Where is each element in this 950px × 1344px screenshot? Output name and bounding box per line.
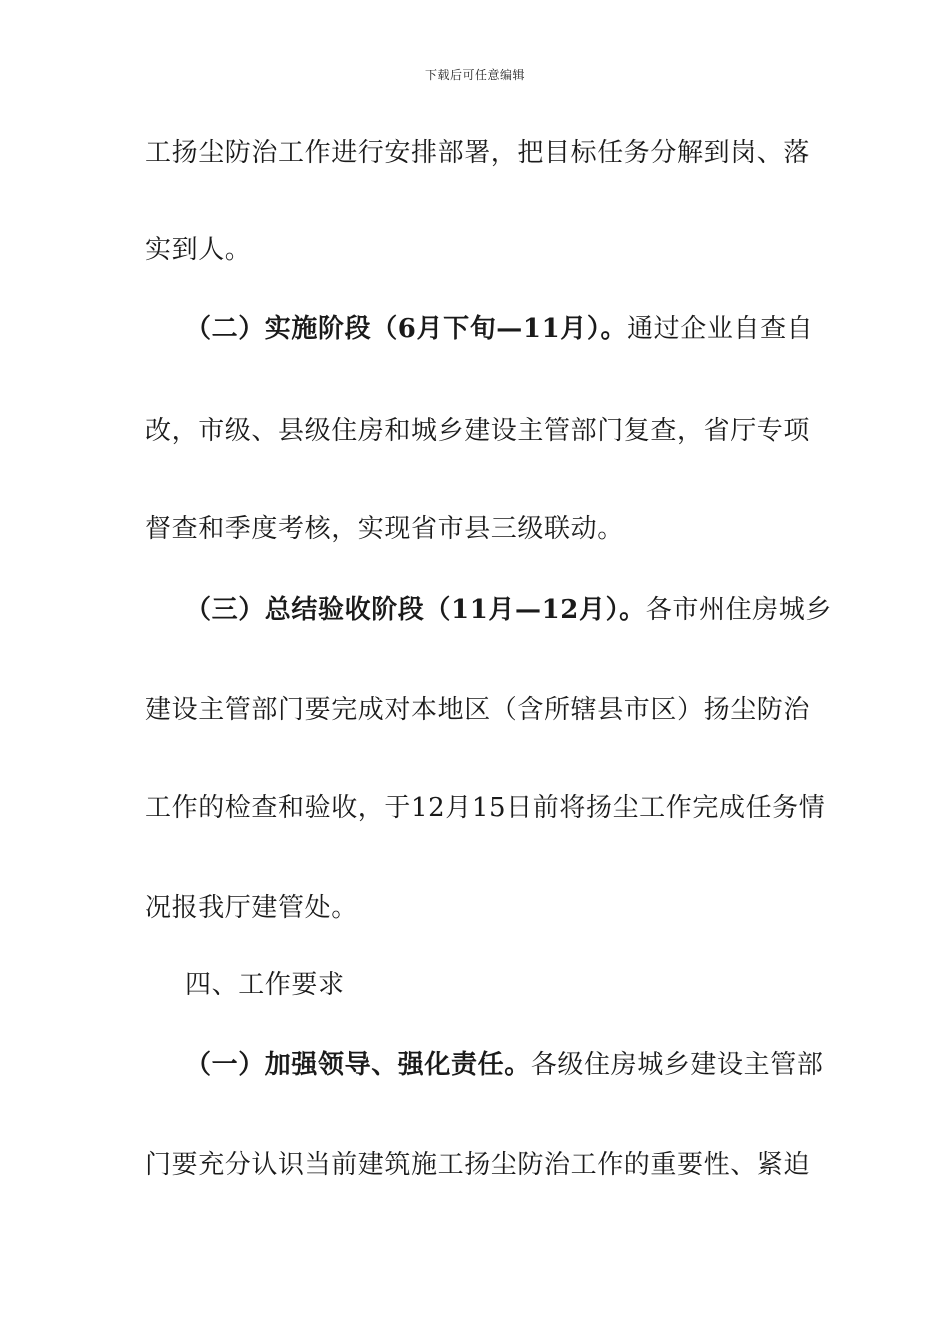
- paragraph-line: 工作的检查和验收，于12月15日前将扬尘工作完成任务情: [145, 793, 826, 823]
- section-heading: （一）加强领导、强化责任。: [185, 1050, 531, 1080]
- section-heading-line: （二）实施阶段（6月下旬—11月）。通过企业自查自: [185, 314, 814, 344]
- paragraph-line: 建设主管部门要完成对本地区（含所辖县市区）扬尘防治: [145, 695, 811, 725]
- section-heading-line: （一）加强领导、强化责任。各级住房城乡建设主管部: [185, 1050, 824, 1080]
- paragraph-line: 门要充分认识当前建筑施工扬尘防治工作的重要性、紧迫: [145, 1150, 811, 1180]
- paragraph-line: 工扬尘防治工作进行安排部署，把目标任务分解到岗、落: [145, 138, 811, 168]
- paragraph-line: 督查和季度考核，实现省市县三级联动。: [145, 514, 624, 544]
- chapter-heading: 四、工作要求: [185, 970, 345, 1000]
- paragraph-line: 实到人。: [145, 235, 252, 265]
- paragraph-line: 改，市级、县级住房和城乡建设主管部门复查，省厅专项: [145, 416, 811, 446]
- paragraph-line: 况报我厅建管处。: [145, 893, 358, 923]
- section-heading: （三）总结验收阶段（11月—12月）。: [185, 595, 646, 625]
- section-heading-line: （三）总结验收阶段（11月—12月）。各市州住房城乡: [185, 595, 832, 625]
- section-heading: （二）实施阶段（6月下旬—11月）。: [185, 314, 628, 344]
- page-header: 下载后可任意编辑: [424, 68, 525, 82]
